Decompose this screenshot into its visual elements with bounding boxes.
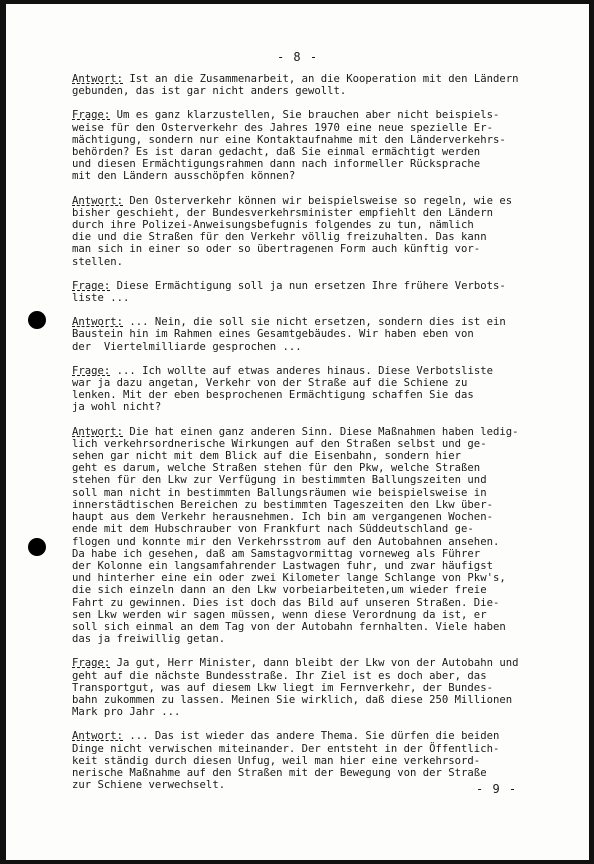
line-text: gebunden, das ist gar nicht anders gewollt. xyxy=(72,85,347,98)
text-line xyxy=(72,670,572,682)
line-text: stellen. xyxy=(72,255,124,268)
text-line xyxy=(72,85,572,97)
text-line xyxy=(72,609,572,621)
line-text: zur Schiene verwechselt. xyxy=(72,779,226,792)
line-text: innerstädtischen Bereichen zu bestimmten Tageszeiten den Lkw über- xyxy=(72,498,493,511)
text-line xyxy=(72,474,572,486)
speaker-label: Antwort: xyxy=(72,73,124,85)
line-text: Dinge nicht verwischen miteinander. Der entsteht in der Öffentlich- xyxy=(72,742,500,755)
line-text: soll man nicht in bestimmten Ballungsräumen wie beispielsweise in xyxy=(72,486,487,499)
speaker-label: Antwort: xyxy=(72,316,124,329)
line-text: Transportgut, was auf diesem Lkw liegt im Fernverkehr, der Bundes- xyxy=(72,681,493,694)
text-line xyxy=(72,536,572,548)
punch-hole-bottom xyxy=(28,538,46,556)
line-text: die sich einzeln dann an den Lkw vorbeiarbeiteten,um wieder freie xyxy=(72,584,487,597)
text-line xyxy=(72,231,572,243)
line-text: und hinterher eine ein oder zwei Kilometer lange Schlange von Pkw's, xyxy=(72,572,506,585)
line-text: geht es darum, welche Straßen stehen für den Pkw, welche Straßen xyxy=(72,462,481,475)
line-text: weise für den Osterverkehr des Jahres 1970 eine neue spezielle Er- xyxy=(72,121,493,134)
speaker-label: Antwort: xyxy=(72,425,124,438)
line-text: ... Das ist wieder das andere Thema. Sie dürfen die beiden xyxy=(123,730,500,743)
line-text: mächtigung, sondern nur eine Kontaktaufnahme mit den Länderverkehrs- xyxy=(72,133,506,146)
text-line xyxy=(72,243,572,255)
text-line xyxy=(72,755,572,767)
line-text: keit ständig durch diesen Unfug, weil man hier eine verkehrsord- xyxy=(72,754,481,767)
text-line xyxy=(72,743,572,755)
text-line xyxy=(72,389,572,401)
text-line xyxy=(72,730,572,742)
line-text: sehen gar nicht mit dem Blick auf die Eisenbahn, sondern hier xyxy=(72,450,462,463)
line-text: das ja freiwillig getan. xyxy=(72,633,226,646)
line-text: Da habe ich gesehen, daß am Samstagvormittag vorneweg als Führer xyxy=(72,547,481,560)
text-line xyxy=(72,438,572,450)
line-text: Um es ganz klarzustellen, Sie brauchen aber nicht beispiels- xyxy=(110,109,500,122)
text-line xyxy=(72,170,572,182)
line-text: Fahrt zu gewinnen. Dies ist doch das Bild auf unseren Straßen. Die- xyxy=(72,596,500,609)
line-text: der Viertelmilliarde gesprochen ... xyxy=(72,340,302,353)
answer-block xyxy=(72,73,572,97)
line-text: soll sich einmal an dem Tag von der Autobahn fernhalten. Viele haben xyxy=(72,620,506,633)
line-text: man sich in einer so oder so übertragenen Form auch künftig vor- xyxy=(72,243,481,256)
line-text: haupt aus dem Verkehr herausnehmen. Ich bin am vergangenen Wochen- xyxy=(72,511,493,524)
line-text: bahn zukommen zu lassen. Meinen Sie wirklich, daß diese 250 Millionen xyxy=(72,693,513,706)
text-line xyxy=(72,341,572,353)
text-line xyxy=(72,706,572,718)
text-line xyxy=(72,633,572,645)
line-text: Die hat einen ganz anderen Sinn. Diese Maßnahmen haben ledig- xyxy=(123,425,519,438)
text-line xyxy=(72,401,572,413)
punch-hole-top xyxy=(28,311,46,329)
text-line xyxy=(72,499,572,511)
text-line xyxy=(72,146,572,158)
text-line xyxy=(72,365,572,377)
line-text: der Kolonne ein langsamfahrender Lastwagen fuhr, und zwar häufigst xyxy=(72,559,493,572)
question-block xyxy=(72,280,572,304)
text-line xyxy=(72,316,572,328)
line-text: Den Osterverkehr können wir beispielsweise so regeln, wie es xyxy=(123,194,513,207)
text-line xyxy=(72,73,572,85)
text-line xyxy=(72,292,572,304)
line-text: Ja gut, Herr Minister, dann bleibt der Lkw von der Autobahn und xyxy=(110,657,519,670)
text-line xyxy=(72,134,572,146)
line-text: lenken. Mit der eben besprochenen Ermächtigung schaffen Sie das xyxy=(72,389,474,402)
speaker-label: Frage: xyxy=(72,279,111,292)
text-line xyxy=(72,657,572,669)
text-line xyxy=(72,280,572,292)
interview-transcript xyxy=(72,73,572,803)
line-text: sen Lkw werden wir sagen müssen, wenn diese Verordnung da ist, er xyxy=(72,608,487,621)
text-line xyxy=(72,426,572,438)
text-line xyxy=(72,109,572,121)
question-block xyxy=(72,657,572,718)
text-line xyxy=(72,487,572,499)
answer-block xyxy=(72,316,572,353)
question-block xyxy=(72,365,572,414)
text-line xyxy=(72,450,572,462)
text-line xyxy=(72,572,572,584)
speaker-label: Antwort: xyxy=(72,730,124,743)
text-line xyxy=(72,511,572,523)
line-text: ende mit dem Hubschrauber von Frankfurt nach Süddeutschland ge- xyxy=(72,523,474,536)
line-text: nerische Maßnahme auf den Straßen mit der Bewegung von der Straße xyxy=(72,766,487,779)
text-line xyxy=(72,694,572,706)
text-line xyxy=(72,256,572,268)
speaker-label: Frage: xyxy=(72,657,111,670)
line-text: Ist an die Zusammenarbeit, an die Kooperation mit den Ländern xyxy=(123,73,519,85)
text-line xyxy=(72,523,572,535)
text-line xyxy=(72,682,572,694)
text-line xyxy=(72,584,572,596)
line-text: lich verkehrsordnerische Wirkungen auf den Straßen selbst und ge- xyxy=(72,437,487,450)
line-text: Diese Ermächtigung soll ja nun ersetzen Ihre frühere Verbots- xyxy=(110,279,506,292)
line-text: Mark pro Jahr ... xyxy=(72,706,181,719)
text-line xyxy=(72,767,572,779)
text-line xyxy=(72,328,572,340)
line-text: war ja dazu angetan, Verkehr von der Straße auf die Schiene zu xyxy=(72,377,468,390)
line-text: durch ihre Polizei-Anweisungsbefugnis folgendes zu tun, nämlich xyxy=(72,219,474,232)
text-line xyxy=(72,597,572,609)
text-line xyxy=(72,377,572,389)
line-text: mit den Ländern ausschöpfen können? xyxy=(72,170,296,183)
text-line xyxy=(72,462,572,474)
line-text: bisher geschieht, der Bundesverkehrsminister empfiehlt den Ländern xyxy=(72,206,493,219)
text-line xyxy=(72,621,572,633)
answer-block xyxy=(72,426,572,646)
line-text: geht auf die nächste Bundesstraße. Ihr Ziel ist es doch aber, das xyxy=(72,669,487,682)
line-text: ja wohl nicht? xyxy=(72,401,162,414)
line-text: stehen für den Lkw zur Verfügung in bestimmten Ballungszeiten und xyxy=(72,474,487,487)
text-line xyxy=(72,207,572,219)
text-line xyxy=(72,158,572,170)
line-text: Baustein hin im Rahmen eines Gesamtgebäudes. Wir haben eben von xyxy=(72,328,474,341)
line-text: und diesen Ermächtigungsrahmen dann nach informeller Rücksprache xyxy=(72,158,481,171)
line-text: ... Ich wollte auf etwas anderes hinaus. Diese Verbotsliste xyxy=(110,364,493,377)
line-text: flogen und konnte mir den Verkehrsstrom auf den Autobahnen ansehen. xyxy=(72,535,500,548)
line-text: liste ... xyxy=(72,292,130,305)
speaker-label: Frage: xyxy=(72,364,111,377)
question-block xyxy=(72,109,572,182)
text-line xyxy=(72,560,572,572)
speaker-label: Frage: xyxy=(72,109,111,122)
answer-block xyxy=(72,195,572,268)
speaker-label: Antwort: xyxy=(72,194,124,207)
text-line xyxy=(72,219,572,231)
text-line xyxy=(72,122,572,134)
text-line xyxy=(72,195,572,207)
text-line xyxy=(72,548,572,560)
line-text: ... Nein, die soll sie nicht ersetzen, sondern dies ist ein xyxy=(123,316,506,329)
page-number-top: - 8 - xyxy=(276,50,319,64)
line-text: behörden? Es ist daran gedacht, daß Sie einmal ermächtigt werden xyxy=(72,146,481,159)
page-number-bottom: - 9 - xyxy=(476,782,518,796)
line-text: die und die Straßen für den Verkehr völlig freizuhalten. Das kann xyxy=(72,231,487,244)
